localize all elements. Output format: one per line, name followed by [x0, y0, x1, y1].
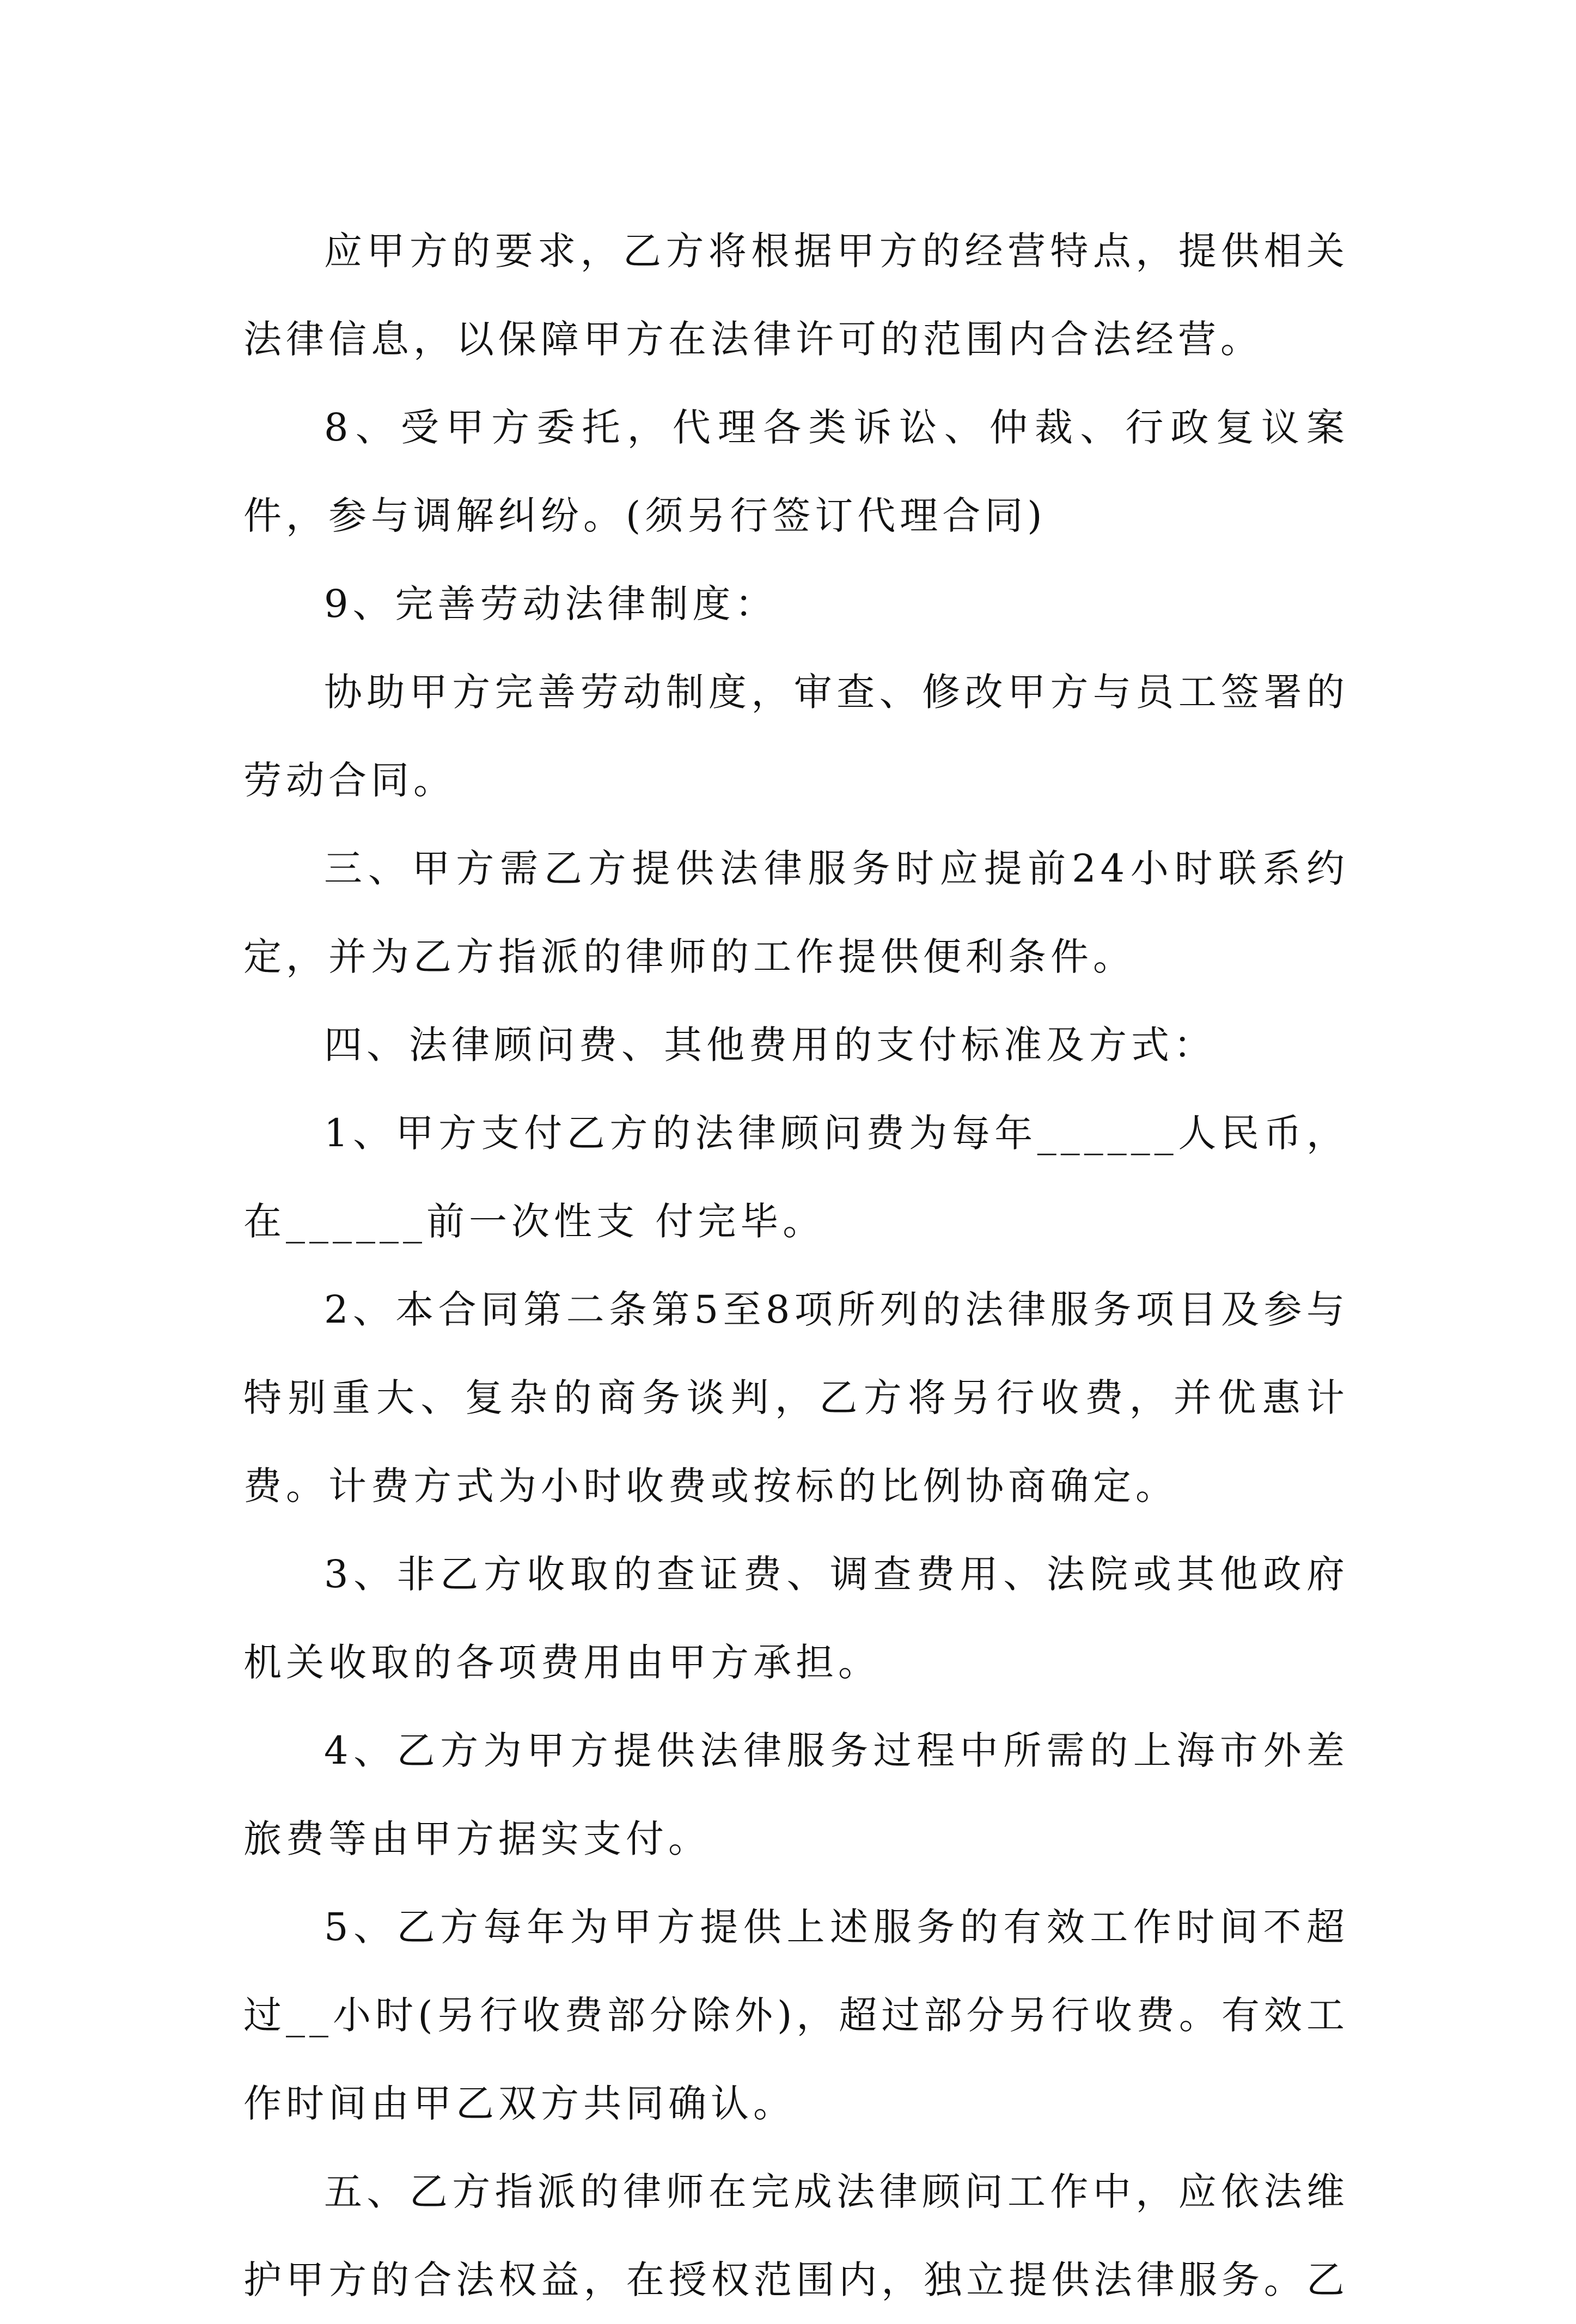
paragraph-legal-info: 应甲方的要求，乙方将根据甲方的经营特点，提供相关法律信息，以保障甲方在法律许可的范围内合法经营。 [243, 229, 1349, 362]
paragraph-section-5: 五、乙方指派的律师在完成法律顾问工作中，应依法维护甲方的合法权益，在授权范围内，独立提供法律服务。乙 [243, 2169, 1349, 2302]
paragraph-fee-item-4: 4、乙方为甲方提供法律服务过程中所需的上海市外差旅费等由甲方据实支付。 [243, 1728, 1349, 1861]
paragraph-fee-item-5: 5、乙方每年为甲方提供上述服务的有效工作时间不超过__小时(另行收费部分除外)，超过部分另行收费。有效工作时间由甲乙双方共同确认。 [243, 1905, 1349, 2126]
paragraph-section-3: 三、甲方需乙方提供法律服务时应提前24小时联系约定，并为乙方指派的律师的工作提供便利条件。 [243, 846, 1349, 979]
paragraph-fee-item-3: 3、非乙方收取的查证费、调查费用、法院或其他政府机关收取的各项费用由甲方承担。 [243, 1552, 1349, 1685]
paragraph-item-8-litigation: 8、受甲方委托，代理各类诉讼、仲裁、行政复议案件，参与调解纠纷。(须另行签订代理合同) [243, 405, 1349, 538]
paragraph-fee-item-2: 2、本合同第二条第5至8项所列的法律服务项目及参与特别重大、复杂的商务谈判，乙方将另行收费，并优惠计费。计费方式为小时收费或按标的比例协商确定。 [243, 1287, 1349, 1508]
paragraph-labor-contracts: 协助甲方完善劳动制度，审查、修改甲方与员工签署的劳动合同。 [243, 670, 1349, 803]
paragraph-section-4-heading: 四、法律顾问费、其他费用的支付标准及方式： [324, 1023, 1216, 1067]
document-body [243, 207, 1349, 2324]
paragraph-fee-item-1: 1、甲方支付乙方的法律顾问费为每年______人民币，在______前一次性支 付完毕。 [243, 1111, 1349, 1244]
paragraph-item-9-heading: 9、完善劳动法律制度： [324, 582, 778, 626]
